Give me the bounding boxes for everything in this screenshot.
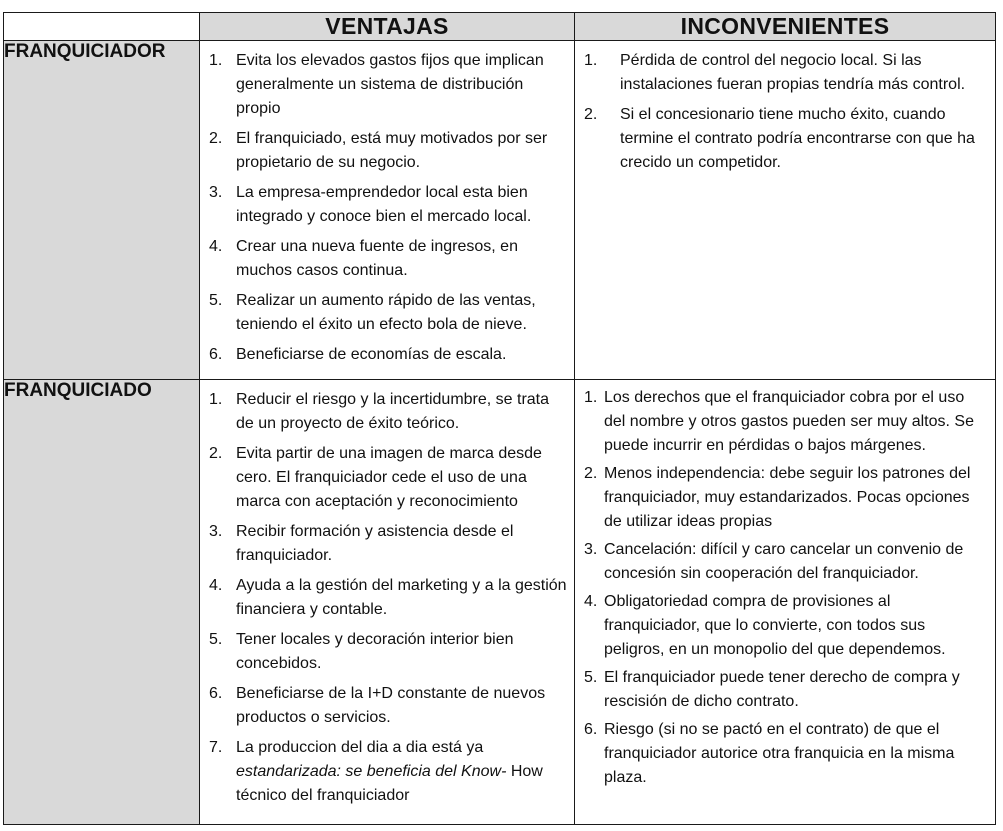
list-item: 5. El franquiciador puede tener derecho de compra y rescisión de dicho contrato. [584,669,960,710]
inconvenientes-list [575,41,995,175]
list-item: 7. La produccion del dia a dia está ya estandarizada: se beneficia del Know- How técnico del franquiciador [209,739,543,804]
list-item: 5. Tener locales y decoración interior bien concebidos. [209,631,514,672]
comparison-table [3,12,996,825]
list-item: 1. Los derechos que el franquiciador cobra por el uso del nombre y otros gastos pueden ser muy altos. Se puede incurrir en pérdidas o bajos márgenes. [584,389,974,454]
row-label-franquiciador: FRANQUICIADOR [4,41,200,380]
list-item: 4. Obligatoriedad compra de provisiones al franquiciador, que lo convierte, con todos sus peligros, en un monopolio del que dependemos. [584,593,946,658]
list-item: 6. Beneficiarse de la I+D constante de nuevos productos o servicios. [209,685,546,726]
row-label-franquiciado: FRANQUICIADO [4,380,200,825]
list-item: 5. Realizar un aumento rápido de las ventas, teniendo el éxito un efecto bola de nieve. [209,292,536,333]
header-ventajas: VENTAJAS [200,13,575,41]
header-inconvenientes: INCONVENIENTES [575,13,996,41]
list-item: 2. El franquiciado, está muy motivados por ser propietario de su negocio. [209,130,548,171]
inconvenientes-cell-franquiciado [575,380,996,825]
list-item: 6. Beneficiarse de economías de escala. [209,346,507,363]
list-item: 1. Pérdida de control del negocio local. Si las instalaciones fueran propias tendría más control. [584,52,966,93]
header-corner-cell [4,13,200,41]
list-item: 1. Evita los elevados gastos fijos que implican generalmente un sistema de distribución propio [209,52,544,117]
header-row [4,13,996,41]
list-item: 3. La empresa-emprendedor local esta bien integrado y conoce bien el mercado local. [209,184,532,225]
list-item: 2. Menos independencia: debe seguir los patrones del franquiciador, muy estandarizados. Pocas opciones de utilizar ideas propias [584,465,971,530]
inconvenientes-cell-franquiciador [575,41,996,380]
list-item: 6. Riesgo (si no se pactó en el contrato) de que el franquiciador autorice otra franquicia en la misma plaza. [584,721,955,786]
list-item: 4. Ayuda a la gestión del marketing y a la gestión financiera y contable. [209,577,567,618]
ventajas-list [200,380,574,808]
list-item: 3. Cancelación: difícil y caro cancelar un convenio de concesión sin cooperación del franquiciador. [584,541,964,582]
list-item: 2. Evita partir de una imagen de marca desde cero. El franquiciador cede el uso de una marca con aceptación y reconocimiento [209,445,542,510]
list-item: 4. Crear una nueva fuente de ingresos, en muchos casos continua. [209,238,518,279]
list-item: 2. Si el concesionario tiene mucho éxito, cuando termine el contrato podría encontrarse con que ha crecido un competidor. [584,106,975,171]
inconvenientes-list [575,380,995,790]
ventajas-list [200,41,574,367]
list-item: 1. Reducir el riesgo y la incertidumbre, se trata de un proyecto de éxito teórico. [209,391,550,432]
row-franquiciado [4,380,996,825]
row-franquiciador [4,41,996,380]
ventajas-cell-franquiciador [200,41,575,380]
list-item: 3. Recibir formación y asistencia desde el franquiciador. [209,523,514,564]
ventajas-cell-franquiciado [200,380,575,825]
